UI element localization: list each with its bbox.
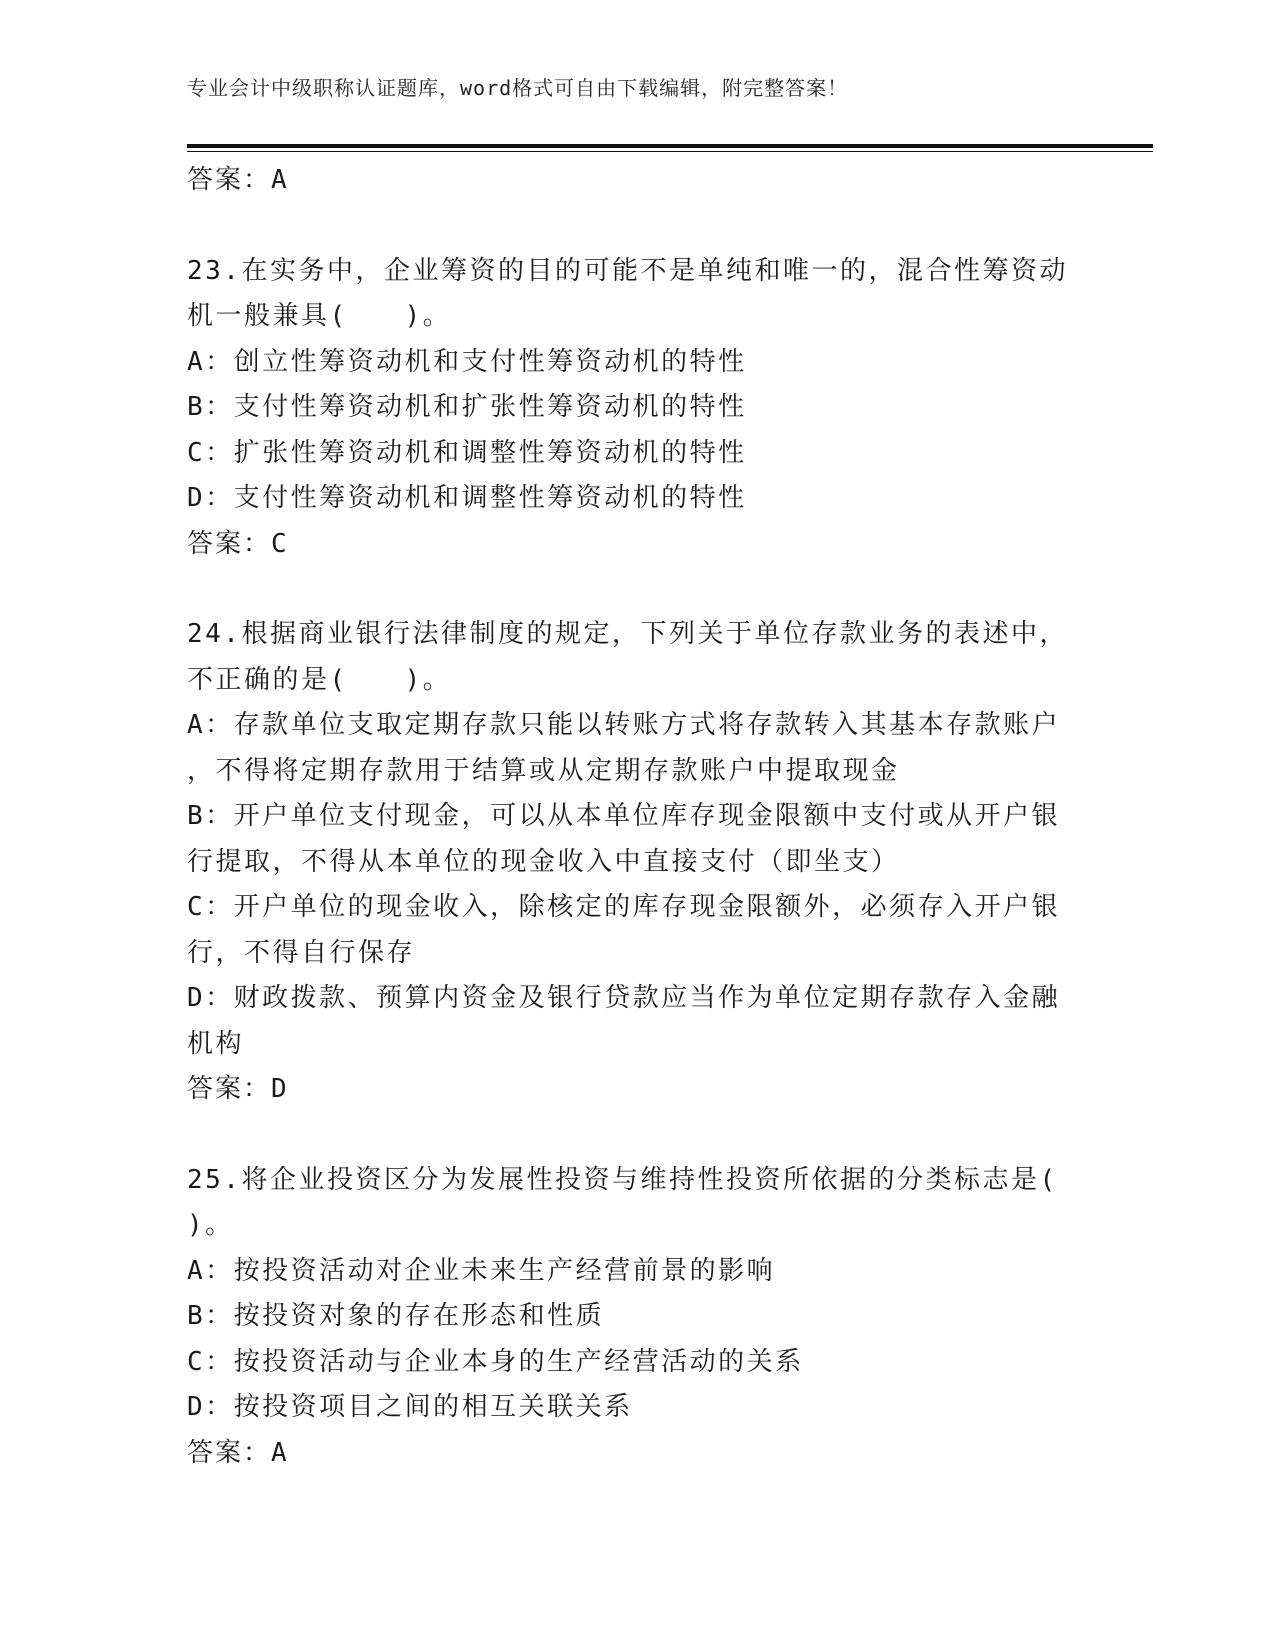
option-a: A：存款单位支取定期存款只能以转账方式将存款转入其基本存款账户: [187, 710, 1061, 740]
option-b-continued: 行提取，不得从本单位的现金收入中直接支付（即坐支）: [187, 846, 900, 877]
previous-answer: 答案：A: [187, 165, 289, 195]
option-d: D：按投资项目之间的相互关联关系: [187, 1392, 633, 1422]
header-rule-thick: [187, 144, 1153, 148]
spacer: [187, 204, 1087, 249]
page-header: 专业会计中级职称认证题库，word格式可自由下载编辑，附完整答案！: [187, 76, 849, 100]
answer: 答案：C: [187, 528, 289, 559]
question-24: [187, 612, 1087, 1113]
option-d-continued: 机构: [187, 1028, 245, 1059]
question-stem-line: )。: [187, 1210, 234, 1240]
option-c: C：按投资活动与企业本身的生产经营活动的关系: [187, 1346, 804, 1377]
option-d: D：支付性筹资动机和调整性筹资动机的特性: [187, 483, 747, 513]
question-stem-line: 机一般兼具( )。: [187, 301, 452, 331]
answer: 答案：D: [187, 1074, 289, 1104]
option-a-continued: ，不得将定期存款用于结算或从定期存款账户中提取现金: [187, 755, 900, 786]
answer: 答案：A: [187, 1437, 289, 1468]
option-d: D：财政拨款、预算内资金及银行贷款应当作为单位定期存款存入金融: [187, 983, 1061, 1013]
option-b: B：支付性筹资动机和扩张性筹资动机的特性: [187, 392, 747, 422]
option-b: B：开户单位支付现金，可以从本单位库存现金限额中支付或从开户银: [187, 801, 1061, 831]
question-stem-line: 24.根据商业银行法律制度的规定，下列关于单位存款业务的表述中，: [187, 619, 1068, 649]
question-stem-line: 23.在实务中，企业筹资的目的可能不是单纯和唯一的，混合性筹资动: [187, 255, 1068, 286]
header-rule-thin: [187, 151, 1153, 152]
question-stem-line: 不正确的是( )。: [187, 664, 452, 695]
option-c: C：开户单位的现金收入，除核定的库存现金限额外，必须存入开户银: [187, 892, 1061, 922]
spacer: [187, 567, 1087, 612]
option-a: A：创立性筹资动机和支付性筹资动机的特性: [187, 346, 747, 377]
option-b: B：按投资对象的存在形态和性质: [187, 1301, 605, 1331]
question-25: [187, 1158, 1087, 1477]
option-a: A：按投资活动对企业未来生产经营前景的影响: [187, 1255, 776, 1286]
question-content: [187, 158, 1087, 1476]
question-23: [187, 249, 1087, 568]
option-c-continued: 行，不得自行保存: [187, 937, 416, 968]
option-c: C：扩张性筹资动机和调整性筹资动机的特性: [187, 437, 747, 468]
question-stem-line: 25.将企业投资区分为发展性投资与维持性投资所依据的分类标志是(: [187, 1164, 1058, 1195]
spacer: [187, 1113, 1087, 1158]
